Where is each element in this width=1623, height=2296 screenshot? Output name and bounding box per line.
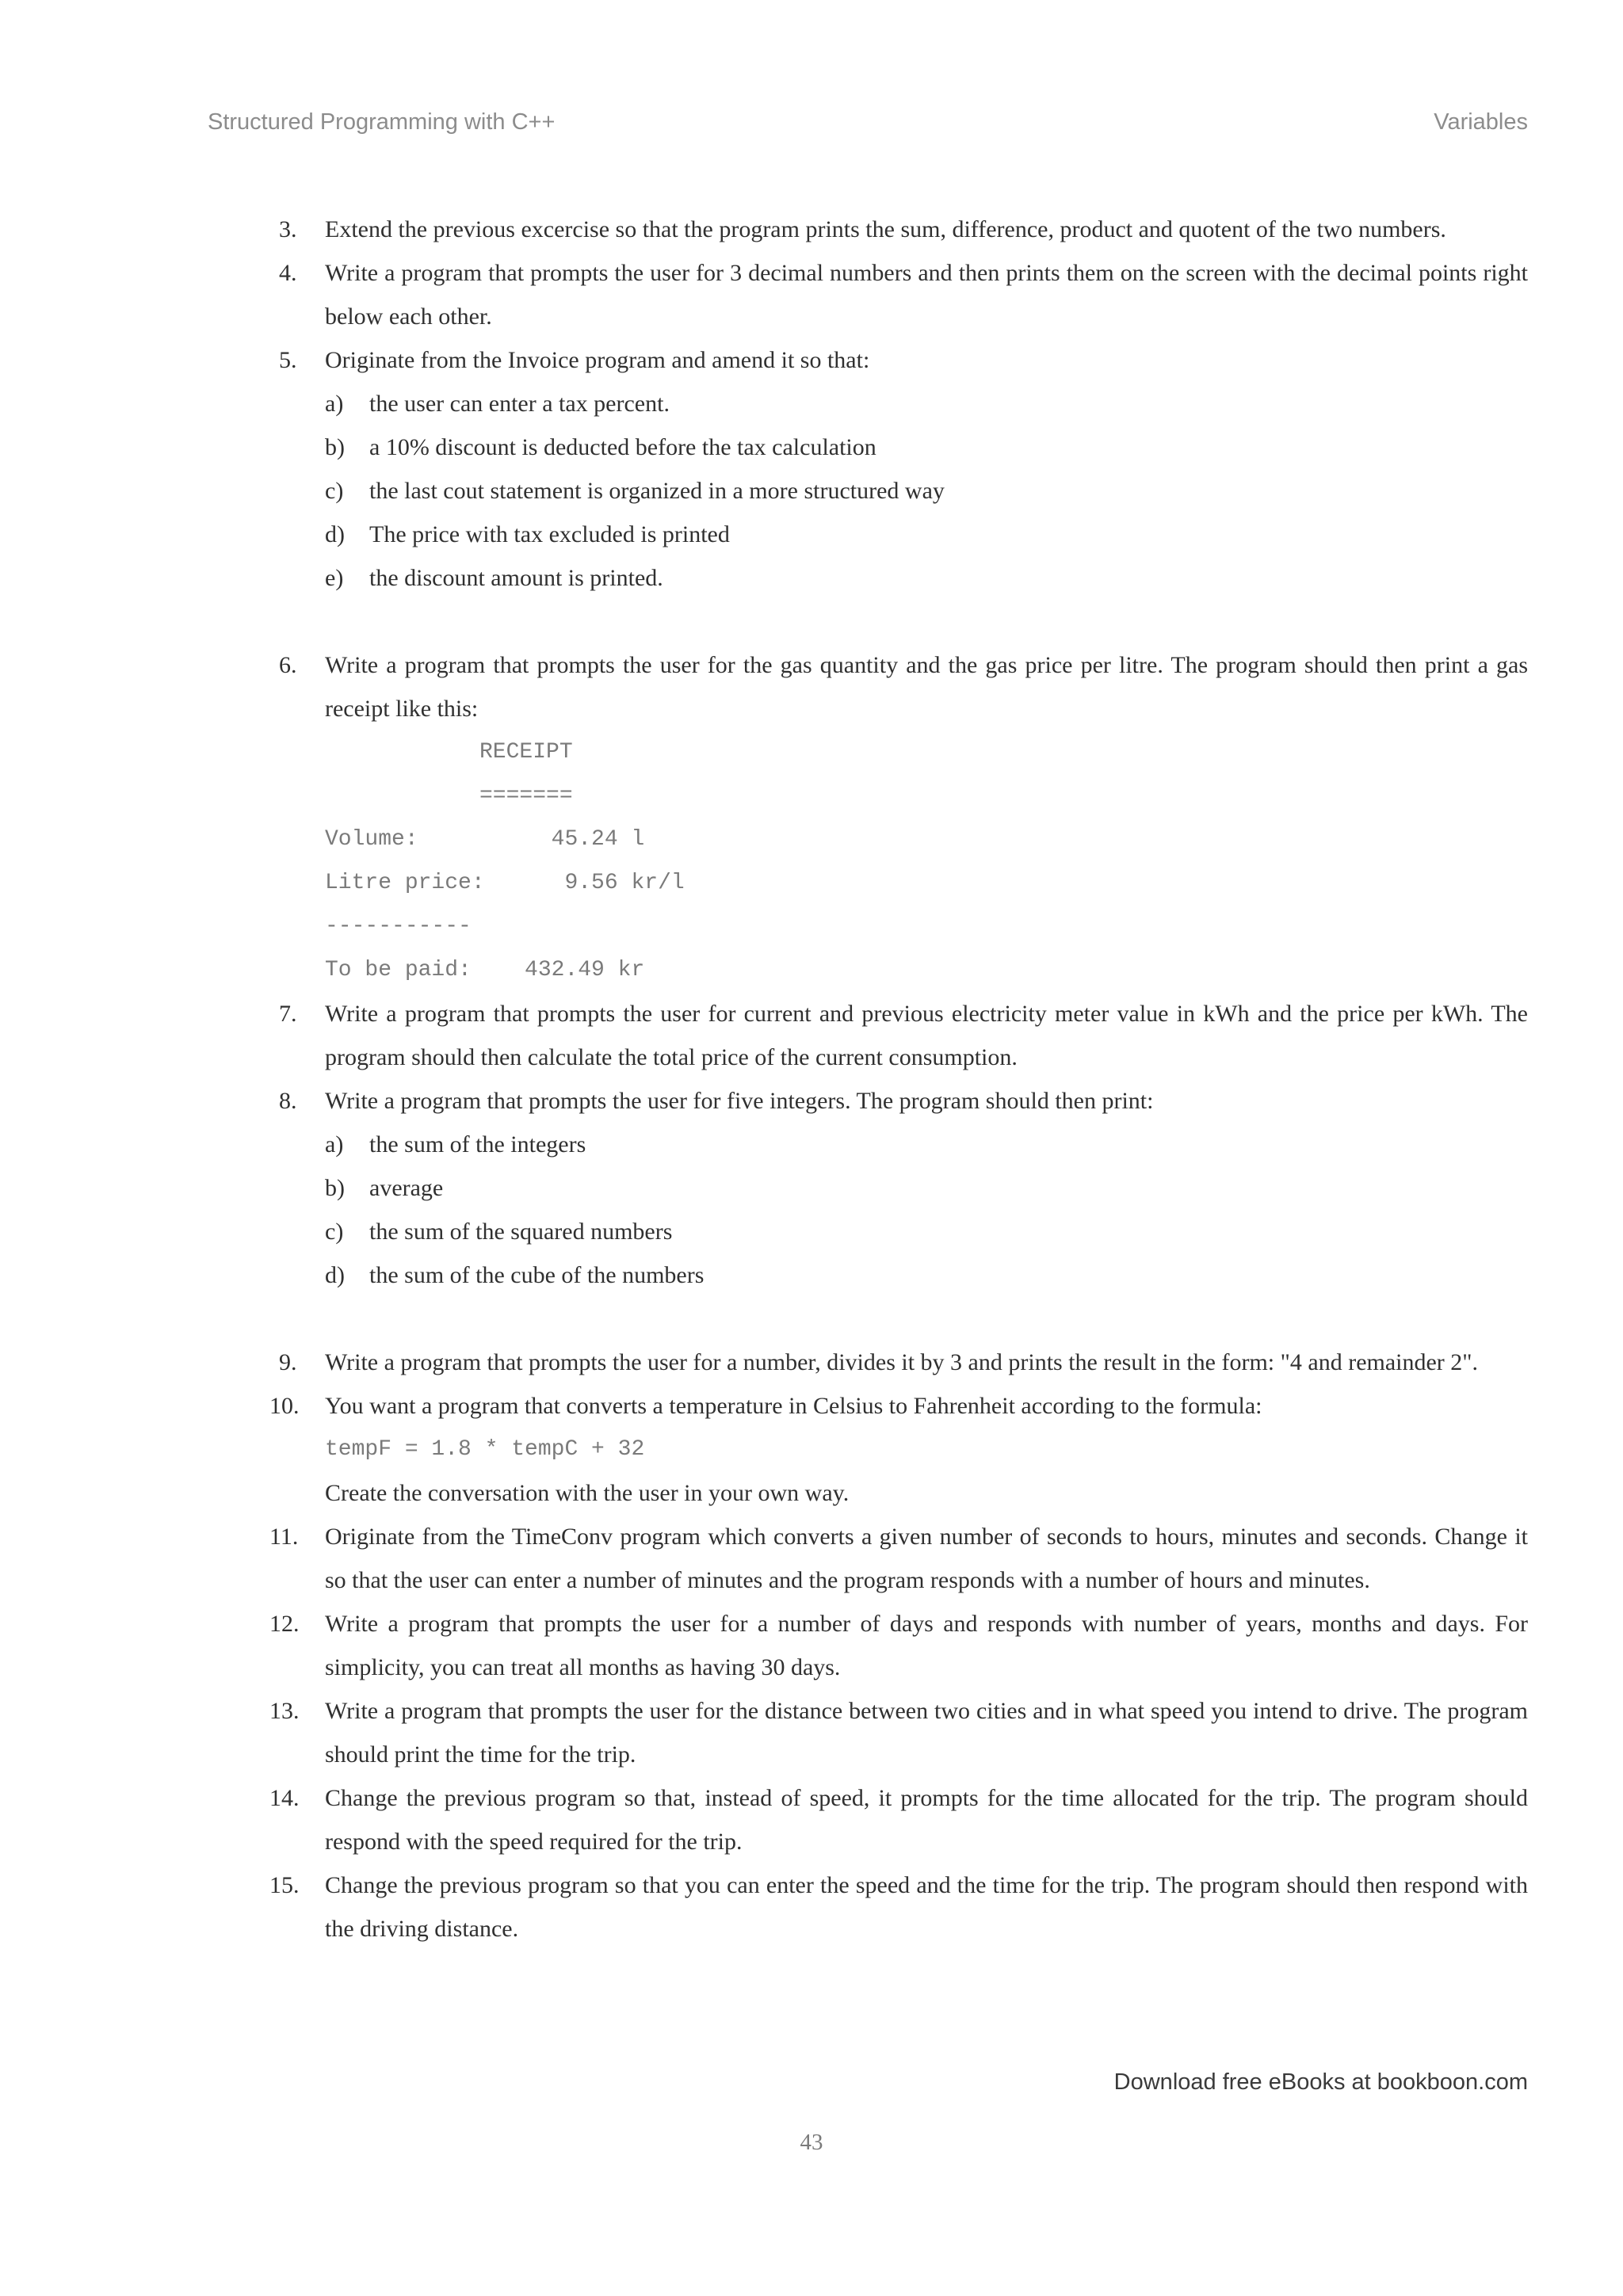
exercise-text: Write a program that prompts the user for the gas quantity and the gas price per litre. The program should then print a gas receipt like this: [325,652,1528,722]
exercise-text: Extend the previous excercise so that the program prints the sum, difference, product and quotent of the two numbers. [325,216,1446,242]
exercise-list [269,208,1528,1951]
list-item [325,382,1528,425]
receipt-price-line: Litre price: 9.56 kr/l [325,871,685,895]
item-letter: b) [325,1175,345,1201]
item-text: The price with tax excluded is printed [369,521,730,547]
item-text: the user can enter a tax percent. [369,391,670,417]
item-text: the sum of the cube of the numbers [369,1262,705,1288]
download-link[interactable]: Download free eBooks at bookboon.com [1113,2069,1528,2095]
exercise-number: 15. [269,1872,300,1898]
receipt-underline: ======= [479,784,573,808]
exercise-text: Change the previous program so that you can enter the speed and the time for the trip. The program should then respond with the driving distance. [325,1872,1528,1942]
list-item [325,1253,1528,1297]
exercise-number: 3. [279,216,297,242]
exercise-number: 8. [279,1088,297,1114]
item-text: the discount amount is printed. [369,565,663,591]
exercise-6 [279,643,1528,730]
item-text: average [369,1175,444,1201]
receipt-title: RECEIPT [479,740,573,765]
exercise-number: 14. [269,1785,300,1811]
list-item [325,513,1528,556]
exercise-number: 9. [279,1349,297,1375]
receipt-volume-line: Volume: 45.24 l [325,827,645,852]
exercise-number: 4. [279,260,297,286]
exercise-10 [269,1384,1528,1428]
exercise-13 [269,1689,1528,1776]
exercise-14 [269,1776,1528,1863]
exercise-12 [269,1602,1528,1689]
exercise-text: Write a program that prompts the user for 3 decimal numbers and then prints them on the screen with the decimal points right below each other. [325,260,1528,330]
list-item [325,1210,1528,1253]
exercise-number: 11. [269,1524,299,1550]
exercise-9 [279,1341,1528,1384]
item-letter: d) [325,521,345,547]
exercise-5 [279,338,1528,382]
exercise-4 [279,251,1528,338]
exercise-text: Create the conversation with the user in your own way. [325,1480,850,1506]
receipt-total-line: To be paid: 432.49 kr [325,958,645,982]
exercise-text: Write a program that prompts the user for a number of days and responds with number of years, months and days. For simplicity, you can treat all months as having 30 days. [325,1611,1528,1680]
exercise-7 [279,992,1528,1079]
page-number: 43 [800,2130,823,2155]
exercise-number: 6. [279,652,297,678]
list-item [325,469,1528,513]
exercise-text: Originate from the TimeConv program which converts a given number of seconds to hours, minutes and seconds. Change it so that the user can enter a number of minutes and the program responds with a number of hours and minutes. [325,1524,1528,1593]
list-item [325,1123,1528,1166]
exercise-number: 5. [279,347,297,373]
chapter-title: Variables [1434,109,1528,135]
exercise-text: Change the previous program so that, instead of speed, it prompts for the time allocated for the trip. The program should respond with the speed required for the trip. [325,1785,1528,1855]
list-item [325,425,1528,469]
exercise-text: Write a program that prompts the user for five integers. The program should then print: [325,1088,1154,1114]
exercise-10-followup [279,1471,1528,1515]
list-item [325,556,1528,600]
item-letter: b) [325,434,345,460]
item-text: the last cout statement is organized in a more structured way [369,478,945,504]
exercise-text: Write a program that prompts the user for current and previous electricity meter value in kWh and the price per kWh. The program should then calculate the total price of the current consumption. [325,1001,1528,1070]
receipt-separator: ----------- [325,914,472,939]
running-header [208,109,1528,149]
item-letter: e) [325,565,344,591]
exercise-5-subitems [279,382,1528,600]
item-letter: c) [325,478,344,504]
exercise-11 [269,1515,1528,1602]
item-text: the sum of the integers [369,1131,586,1158]
book-title: Structured Programming with C++ [208,109,556,135]
exercise-text: Originate from the Invoice program and amend it so that: [325,347,870,373]
exercise-number: 13. [269,1698,300,1724]
exercise-15 [269,1863,1528,1951]
list-item [325,1166,1528,1210]
formula-code: tempF = 1.8 * tempC + 32 [325,1437,645,1462]
exercise-number: 7. [279,1001,297,1027]
exercise-text: Write a program that prompts the user for the distance between two cities and in what speed you intend to drive. The program should print the time for the trip. [325,1698,1528,1768]
exercise-text: You want a program that converts a temperature in Celsius to Fahrenheit according to the formula: [325,1393,1262,1419]
item-letter: d) [325,1262,345,1288]
item-letter: a) [325,1131,344,1158]
exercise-8 [279,1079,1528,1123]
item-text: a 10% discount is deducted before the tax calculation [369,434,876,460]
item-letter: c) [325,1219,344,1245]
item-letter: a) [325,391,344,417]
exercise-3 [279,208,1528,251]
receipt-example [279,730,1528,992]
item-text: the sum of the squared numbers [369,1219,673,1245]
exercise-number: 10. [269,1393,300,1419]
exercise-text: Write a program that prompts the user for a number, divides it by 3 and prints the result in the form: "4 and remainder 2". [325,1349,1479,1375]
exercise-number: 12. [269,1611,300,1637]
exercise-8-subitems [279,1123,1528,1297]
